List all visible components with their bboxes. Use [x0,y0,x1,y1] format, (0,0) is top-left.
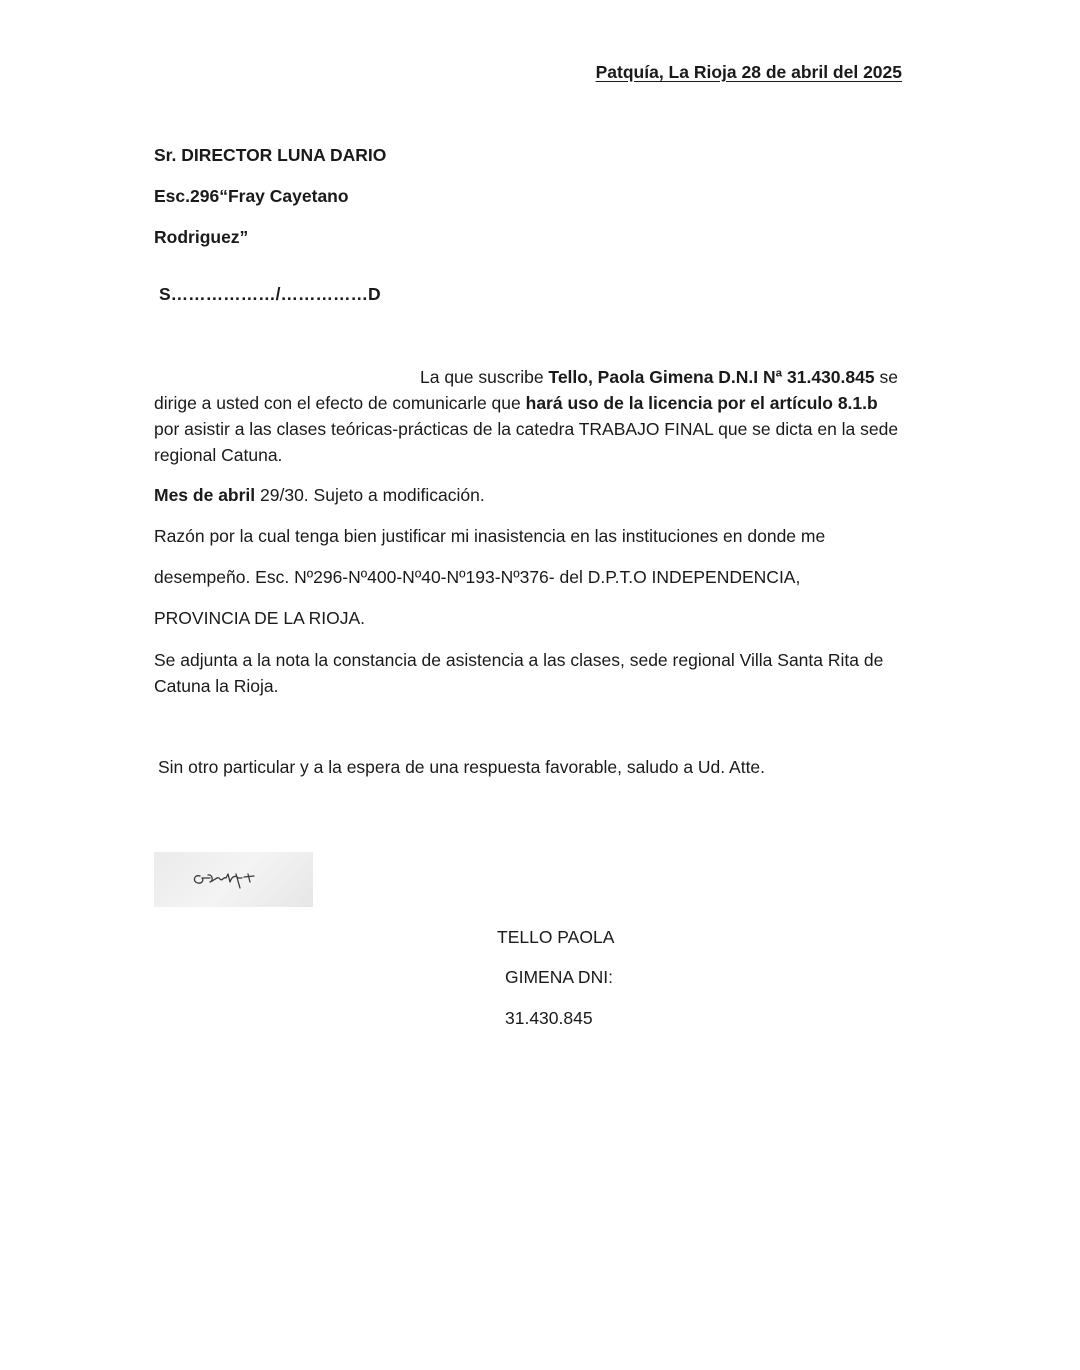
paragraph-license [154,364,899,468]
salutation: S………………/……………D [159,284,381,304]
closing-line: Sin otro particular y a la espera de una respuesta favorable, saludo a Ud. Atte. [158,757,766,777]
paragraph-reason-line3: PROVINCIA DE LA RIOJA. [154,608,366,628]
signature-image [154,852,313,907]
p1-intro: La que suscribe [420,367,549,387]
recipient-name: Sr. DIRECTOR LUNA DARIO [154,145,387,165]
recipient-school-cont: Rodriguez” [154,227,249,247]
place-date: Patquía, La Rioja 28 de abril del 2025 [595,62,902,82]
p1-article: hará uso de la licencia por el artículo 8.1.b [525,393,878,413]
signature-name-line1: TELLO PAOLA [497,927,615,947]
signature-name-line2: GIMENA DNI: [505,967,613,987]
signature-dni: 31.430.845 [505,1008,593,1028]
p2-month: Mes de abril [154,485,256,505]
handwritten-signature-icon [190,866,280,892]
paragraph-reason-line1: Razón por la cual tenga bien justificar mi inasistencia en las instituciones en donde me [154,526,826,546]
paragraph-attachment: Se adjunta a la nota la constancia de asistencia a las clases, sede regional Villa Santa Rita de Catuna la Rioja. [154,650,884,696]
paragraph-reason-line2: desempeño. Esc. Nº296-Nº400-Nº40-Nº193-Nº376- del D.P.T.O INDEPENDENCIA, [154,567,801,587]
paragraph-month [154,485,485,506]
p1-name: Tello, Paola Gimena D.N.I Nª 31.430.845 [548,367,875,387]
recipient-school: Esc.296“Fray Cayetano [154,186,349,206]
p1-mid: se dirige a usted con el efecto de comunicarle que [154,367,898,413]
p1-end: por asistir a las clases teóricas-prácticas de la catedra TRABAJO FINAL que se dicta en la sede regional Catuna. [154,419,899,465]
p2-rest: 29/30. Sujeto a modificación. [255,485,485,505]
